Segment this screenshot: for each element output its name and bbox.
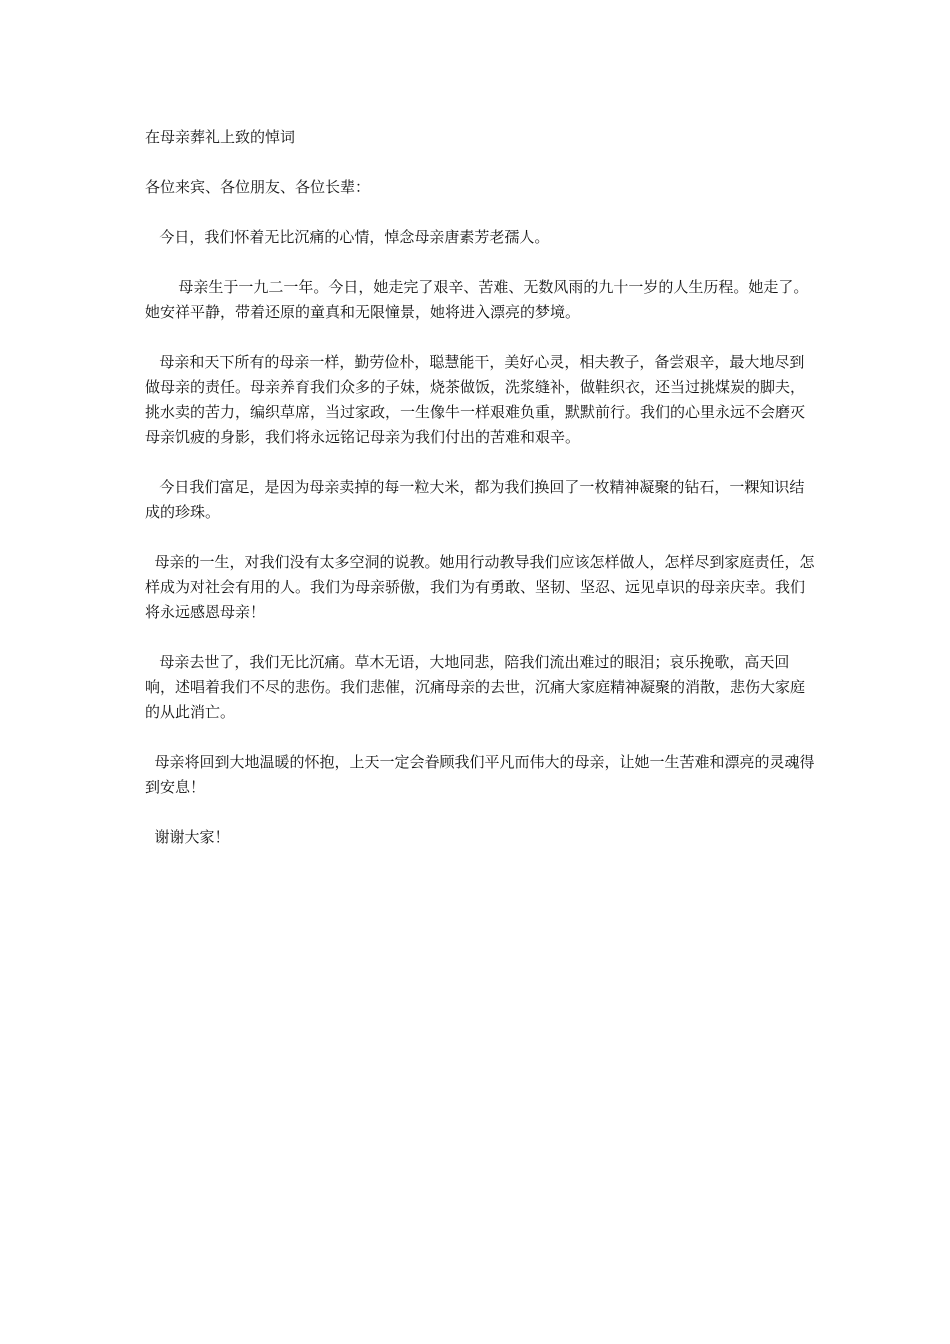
eulogy-body xyxy=(145,125,815,875)
paragraph-mourning-intro: 今日，我们怀着无比沉痛的心情，悼念母亲唐素芳老孺人。 xyxy=(145,228,550,246)
paragraph-teaching: 母亲的一生，对我们没有太多空洞的说教。她用行动教导我们应该怎样做人，怎样尽到家庭责任，怎样成为对社会有用的人。我们为母亲骄傲，我们为有勇敢、坚韧、坚忍、远见卓识的母亲庆幸。我们将永远感恩母亲！ xyxy=(145,553,815,621)
salutation: 各位来宾、各位朋友、各位长辈： xyxy=(145,178,371,196)
paragraph-grief: 母亲去世了，我们无比沉痛。草木无语，大地同悲，陪我们流出难过的眼泪；哀乐挽歌，高天回响，述唱着我们不尽的悲伤。我们悲催，沉痛母亲的去世，沉痛大家庭精神凝聚的消散，悲伤大家庭的从此消亡。 xyxy=(145,653,806,721)
paragraph-thanks: 谢谢大家！ xyxy=(145,828,230,846)
paragraph-rest: 母亲将回到大地温暖的怀抱，上天一定会眷顾我们平凡而伟大的母亲，让她一生苦难和漂亮的灵魂得到安息！ xyxy=(145,753,815,796)
document-title: 在母亲葬礼上致的悼词 xyxy=(145,128,296,146)
paragraph-mother-virtues: 母亲和天下所有的母亲一样，勤劳俭朴，聪慧能干，美好心灵，相夫教子，备尝艰辛，最大地尽到做母亲的责任。母亲养育我们众多的子妹，烧茶做饭，洗浆缝补，做鞋织衣，还当过挑煤炭的脚夫，挑水卖的苦力，编织草席，当过家政，一生像牛一样艰难负重，默默前行。我们的心里永远不会磨灭母亲饥疲的身影，我们将永远铭记母亲为我们付出的苦难和艰辛。 xyxy=(145,353,806,446)
paragraph-birth-and-life: 母亲生于一九二一年。今日，她走完了艰辛、苦难、无数风雨的九十一岁的人生历程。她走了。她安祥平静，带着还原的童真和无限憧景，她将进入漂亮的梦境。 xyxy=(145,278,809,321)
paragraph-prosperity: 今日我们富足，是因为母亲卖掉的每一粒大米，都为我们换回了一枚精神凝聚的钻石，一粿知识结成的珍珠。 xyxy=(145,478,805,521)
